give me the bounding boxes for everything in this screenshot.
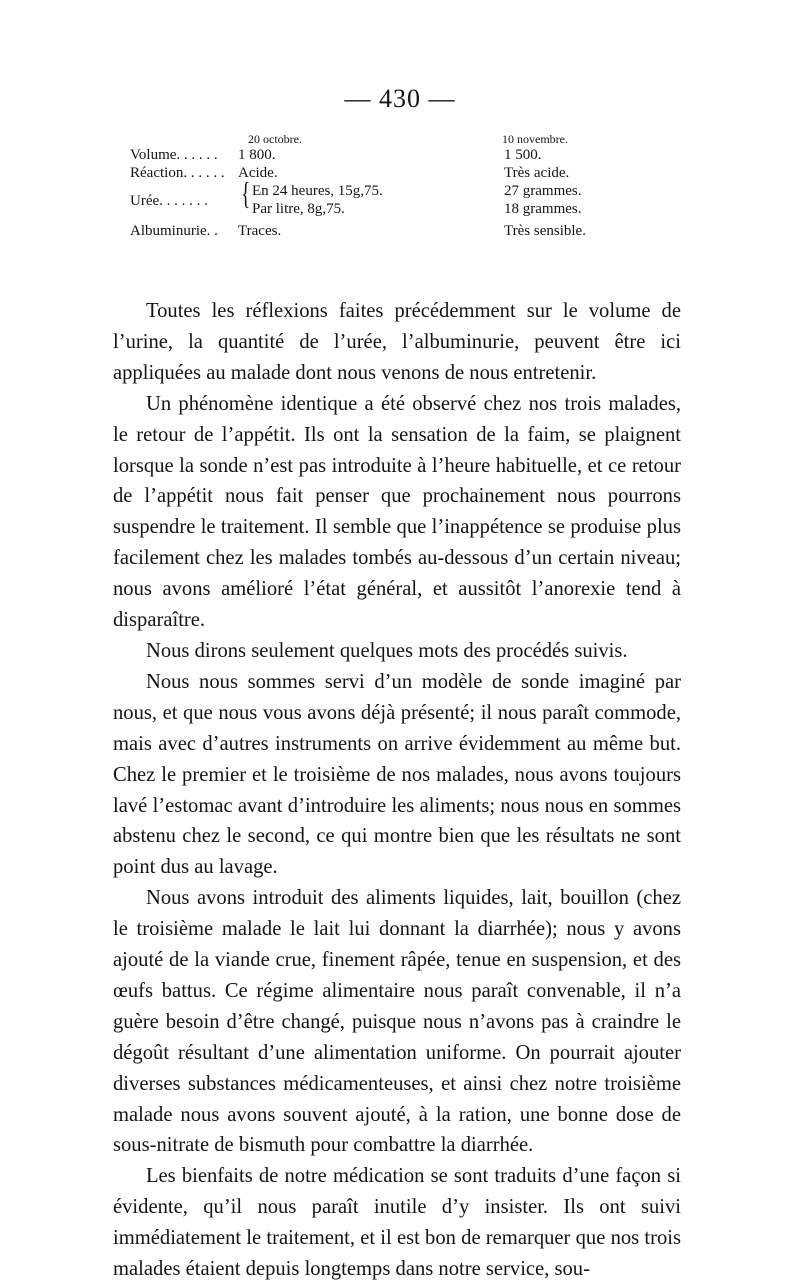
paragraph: Un phénomène identique a été observé chez nos trois malades, le retour de l’appétit. Ils ont la sensation de la faim, se plaignent lorsque la sonde n’est pas introduite à l’heure habituelle, et ce retour de l’appétit nous fait penser que prochainement nous pourrons suspendre le traitement. Il semble que l’inappétence se produise plus facilement chez les malades tombés au-dessous d’un certain niveau; nous avons amélioré l’état général, et aussitôt l’anorexie tend à disparaître.	[113, 392, 681, 632]
paragraph: Nous avons introduit des aliments liquides, lait, bouillon (chez le troisième malade le lait lui donnant la diarrhée); nous y avons ajouté de la viande crue, finement râpée, tenue en suspension, et des œufs battus. Ce régime alimentaire nous paraît convenable, il n’a guère besoin d’être changé, puisque nous n’avons pas à craindre le dégoût résultant d’une alimentation uniforme. On pourrait ajouter diverses substances médicamenteuses, et ainsi chez notre troisième malade nous avons souvent ajouté, à la ration, une bonne dose de sous-nitrate de bismuth pour combattre la diarrhée.	[113, 887, 681, 1157]
page-number: — 430 —	[344, 84, 456, 113]
cell-uree-november-24h: 27 grammes.	[504, 183, 582, 199]
cell-volume-october: 1 800.	[238, 147, 276, 163]
cell-albuminurie-october: Traces.	[238, 223, 282, 239]
cell-uree-24h: En 24 heures, 15g,75.	[252, 183, 383, 199]
row-label-uree: Urée. . . . . . .	[130, 193, 208, 209]
row-label-albuminurie: Albuminurie. .	[130, 223, 218, 239]
paragraph: Les bienfaits de notre médication se sont traduits d’une façon si évidente, qu’il nous paraît inutile d’y insister. Ils ont suivi immédiatement le traitement, et il est bon de remarquer que nos trois malades étaient depuis longtemps dans notre service, sou-	[113, 1165, 681, 1281]
paragraph: Toutes les réflexions faites précédemment sur le volume de l’urine, la quantité de l’urée, l’albuminurie, peuvent être ici appliquées au malade dont nous venons de nous entretenir.	[113, 300, 681, 384]
column-header-november: 10 novembre.	[502, 132, 568, 146]
cell-albuminurie-november: Très sensible.	[504, 223, 586, 239]
cell-volume-november: 1 500.	[504, 147, 542, 163]
cell-reaction-october: Acide.	[238, 165, 278, 181]
column-header-october: 20 octobre.	[248, 132, 302, 146]
row-label-volume: Volume. . . . . .	[130, 147, 218, 163]
cell-uree-per-litre: Par litre, 8g,75.	[252, 201, 345, 217]
paragraph: Nous dirons seulement quelques mots des procédés suivis.	[145, 639, 628, 662]
paragraph: Nous nous sommes servi d’un modèle de sonde imaginé par nous, et que nous vous avons déjà présenté; il nous paraît commode, mais avec d’autres instruments on arrive évidemment au même but. Chez le premier et le troisième de nos malades, nous avons toujours lavé l’estomac avant d’introduire les aliments; nous nous en sommes abstenu chez le second, ce qui montre bien que les résultats ne sont point dus au lavage.	[113, 670, 681, 879]
body-text	[113, 296, 681, 1285]
cell-reaction-november: Très acide.	[504, 165, 570, 181]
cell-uree-november-per-litre: 18 grammes.	[504, 201, 582, 217]
row-label-reaction: Réaction. . . . . .	[130, 165, 225, 181]
brace-icon: {	[241, 175, 251, 211]
